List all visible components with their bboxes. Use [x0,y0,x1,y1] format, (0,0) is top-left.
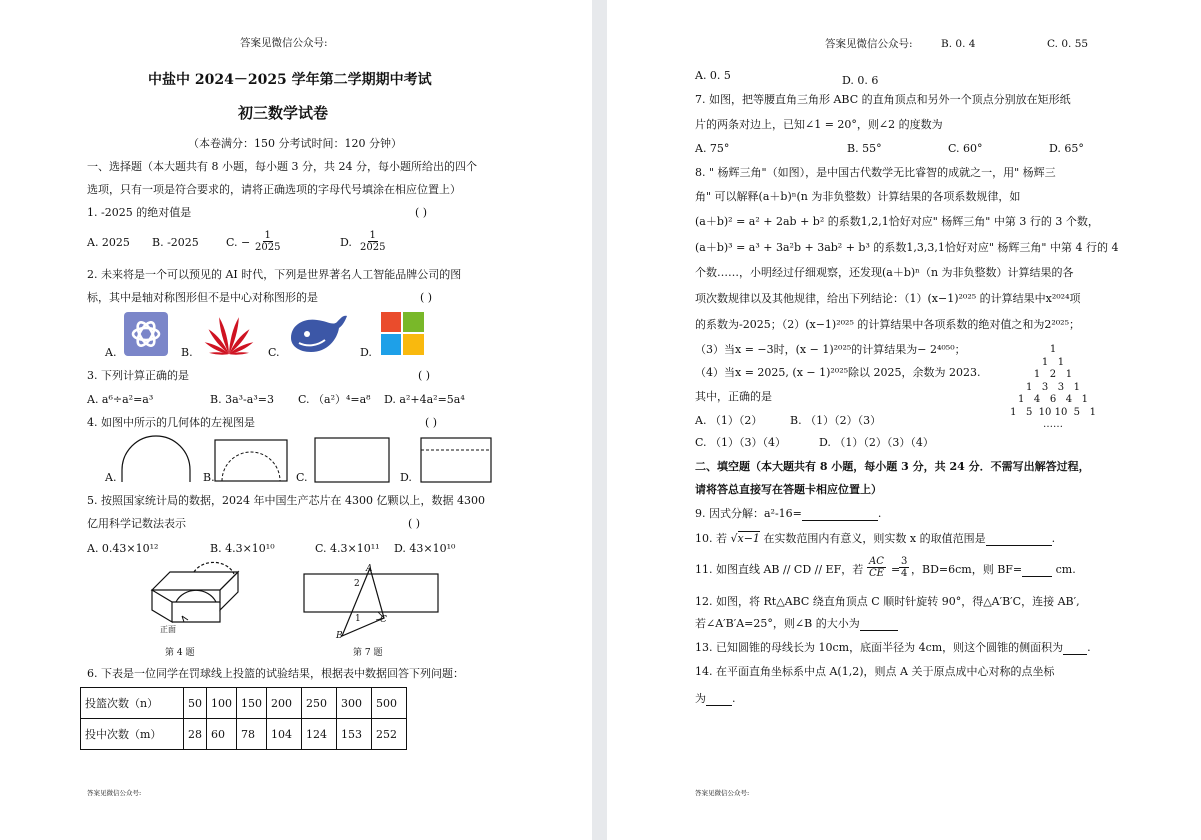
triangle-row: 1 2 1 [1033,369,1073,380]
q10-radicand: x−1 [737,532,760,545]
q7-label-angle1: 1 [355,614,361,624]
footer-note: 答案见微信公众号: [695,789,750,797]
q8-option-b: B. （1）（2）（3） [790,414,882,427]
q9-stem [695,507,881,521]
section2-line2: 请将答总直接写在答题卡相应位置上） [695,483,882,496]
q3-option-c: C. （a²）⁴=a⁸ [298,393,371,406]
deepseek-whale-logo-icon [287,312,349,356]
section2-line1: 二、填空题（本大题共有 8 小题，每小题 3 分，共 24 分．不需写出解答过程， [695,460,1090,473]
table-cell: 252 [372,719,407,750]
q1-d-denominator: 2025 [360,242,386,253]
q5-stem-line2: 亿用科学记数法表示 [87,517,186,530]
q4-option-c: C. [296,471,308,484]
q6-data-table [80,687,407,750]
q9-text: 9. 因式分解：a²-16= [695,507,802,520]
q11-num2: 3 [901,556,908,567]
q1-c-denominator: 2025 [255,242,281,253]
q5-stem-line1: 5. 按照国家统计局的数据，2024 年中国生产芯片在 4300 亿颗以上，数据 4300 [87,494,485,507]
q2-stem-line2: 标，其中是轴对称图形但不是中心对称图形的是 [87,291,318,304]
section1-line1: 一、选择题（本大题共有 8 小题，每小题 3 分，共 24 分，每小题所给出的四个 [87,160,477,173]
q8-line5: 个数……，小明经过仔细观察，还发现(a＋b)ⁿ（n 为非负整数）计算结果的各 [695,266,1074,279]
table-cell: 78 [237,719,267,750]
q1-option-c: C. − [226,236,251,249]
q4-view-c [313,436,391,484]
q9-end: . [877,507,882,520]
section1-line2: 选项，只有一项是符合要求的，请将正确选项的字母代号填涂在相应位置上） [87,183,461,196]
q7-stem-line2: 片的两条对边上，已知∠1 = 20°，则∠2 的度数为 [695,118,943,131]
table-row [81,688,407,719]
q7-option-a: A. 75° [695,142,730,155]
q4-figure-caption: 第 4 题 [165,648,195,658]
q11-den1: CE [869,568,884,579]
q8-option-a: A. （1）（2） [695,414,763,427]
triangle-row: 1 5 10 10 5 1 [1010,406,1096,418]
q10-stem [695,532,1055,546]
q5-answer-paren: ( ) [408,517,421,530]
q4-view-a [118,434,198,484]
q4-front-label: 正面 [160,625,176,634]
q14-line2 [695,692,736,706]
header-note: 答案见微信公众号: [240,37,328,49]
q11-fraction-left [867,556,886,579]
triangle-row: …… [1043,419,1063,430]
q7-rectangle-figure [300,566,442,642]
table-cell: 153 [337,719,372,750]
q6-option-d: D. 0. 6 [842,74,879,87]
q11-post-text: ，BD=6cm，则 BF= [911,563,1023,576]
q6-option-b: B. 0. 4 [941,38,976,50]
footer-note: 答案见微信公众号: [87,789,142,797]
triangle-row: 1 [1049,344,1057,355]
q6-option-c: C. 0. 55 [1047,38,1089,50]
q12-line2 [695,617,898,631]
q1-option-d: D. [340,236,352,249]
q2-answer-paren: ( ) [420,291,433,304]
table-cell: 150 [237,688,267,719]
table-cell: 50 [184,688,207,719]
q8-line3: (a＋b)² = a² + 2ab + b² 的系数1,2,1恰好对应" 杨辉三角" 中第 3 行的 3 个数， [695,215,1099,228]
table-cell: 200 [267,688,302,719]
q4-answer-paren: ( ) [425,416,438,429]
q11-equals: = [891,563,901,576]
triangle-row: 1 3 3 1 [1025,381,1081,393]
exam-page-right [607,0,1201,840]
q7-label-a: A [366,564,373,574]
q3-option-a: A. a⁶÷a²=a³ [87,393,154,406]
q4-option-d: D. [400,471,412,484]
q11-pre: 11. 如图直线 AB // CD // EF，若 [695,563,864,576]
q7-figure-caption: 第 7 题 [353,648,383,658]
table-cell: 124 [302,719,337,750]
q7-label-b: B [336,631,343,641]
q12-line2-text: 若∠A′B′A=25°，则∠B 的大小为 [695,617,860,630]
q2-option-b: B. [181,346,193,359]
q1-option-b: B. -2025 [152,236,199,249]
q10-post: 在实数范围内有意义，则实数 x 的取值范围是 [763,532,986,545]
q13-answer-blank[interactable] [1063,643,1087,655]
q8-option-d: D. （1）（2）（3）（4） [819,436,934,449]
q9-answer-blank[interactable] [802,509,878,521]
q11-fraction-right [899,556,909,579]
q1-d-fraction [358,230,387,253]
q5-option-d: D. 43×10¹⁰ [394,542,456,555]
triangle-row: 1 4 6 4 1 [1018,394,1088,405]
table-cell: 250 [302,688,337,719]
microsoft-logo-icon [381,312,424,355]
q7-option-b: B. 55° [847,142,882,155]
q1-option-a: A. 2025 [87,236,130,249]
q3-option-d: D. a²+4a²=5a⁴ [384,393,465,406]
q13-stem [695,641,1091,655]
q8-option-c: C. （1）（3）（4） [695,436,787,449]
q8-line1: 8. " 杨辉三角"（如图），是中国古代数学无比睿智的成就之一，用" 杨辉三 [695,166,1056,179]
q3-stem: 3. 下列计算正确的是 [87,369,189,382]
q10-answer-blank[interactable] [986,534,1052,546]
q11-end: cm. [1055,563,1076,576]
q4-view-d [419,436,493,484]
q8-line6: 项次数规律以及其他规律，给出下列结论：（1）(x−1)²⁰²⁵ 的计算结果中x²⁰²⁴项 [695,292,1081,305]
q13-text: 13. 已知圆锥的母线长为 10cm，底面半径为 4cm，则这个圆锥的侧面积为 [695,641,1064,654]
q7-stem-line1: 7. 如图，把等腰直角三角形 ABC 的直角顶点和另外一个顶点分别放在矩形纸 [695,93,1071,106]
q14-line1: 14. 在平面直角坐标系中点 A(1,2)，则点 A 关于原点成中心对称的点坐标 [695,665,1055,678]
q1-d-numerator: 1 [369,230,376,241]
q5-option-b: B. 4.3×10¹⁰ [210,542,275,555]
exam-subtitle: 初三数学试卷 [238,104,329,122]
q1-answer-paren: ( ) [415,206,428,219]
q11-num1: AC [869,556,884,567]
triangle-row: 1 1 [1041,356,1065,368]
q2-stem-line1: 2. 未来将是一个可以预见的 AI 时代，下列是世界著名人工智能品牌公司的图 [87,268,462,281]
q4-option-a: A. [105,471,117,484]
q8-line8: （3）当x = −3时，(x − 1)²⁰²⁵的计算结果为− 2⁴⁰⁵⁰； [695,343,966,356]
table-cell: 500 [372,688,407,719]
q10-end: . [1051,532,1056,545]
q4-stem: 4. 如图中所示的几何体的左视图是 [87,416,255,429]
q14-end: . [732,692,736,705]
yanghui-triangle [1003,344,1103,432]
openai-logo-icon [124,312,168,356]
table-cell: 104 [267,719,302,750]
q10-pre: 10. 若 [695,532,727,545]
q4-view-b [212,438,290,483]
q8-line7: 的系数为-2025；（2）(x−1)²⁰²⁵ 的计算结果中各项系数的绝对值之和为2²⁰²⁵； [695,318,1080,331]
q2-option-c: C. [268,346,280,359]
table-cell: 投篮次数（n） [81,688,184,719]
q1-c-fraction [253,230,282,253]
q8-line10: 其中，正确的是 [695,390,772,403]
q4-option-b: B. [203,471,215,484]
q14-answer-blank[interactable] [706,694,732,706]
q4-solid-figure [148,560,240,626]
q8-line2: 角" 可以解释(a＋b)ⁿ(n 为非负整数）计算结果的各项系数规律，如 [695,190,1021,203]
q1-c-numerator: 1 [264,230,271,241]
table-cell: 投中次数（m） [81,719,184,750]
q11-den2: 4 [901,568,908,579]
q14-line2-text: 为 [695,692,706,705]
exam-page-left [0,0,592,840]
header-note: 答案见微信公众号: [825,38,913,50]
exam-info: （本卷满分：150 分考试时间：120 分钟） [188,137,402,150]
huawei-logo-icon [200,314,258,356]
q1-stem: 1. -2025 的绝对值是 [87,206,192,219]
q7-label-angle2: 2 [354,579,360,589]
table-cell: 300 [337,688,372,719]
q3-answer-paren: ( ) [418,369,431,382]
q6-option-a: A. 0. 5 [695,69,731,82]
q12-answer-blank[interactable] [860,619,898,631]
table-cell: 60 [207,719,237,750]
table-cell: 100 [207,688,237,719]
q12-line1: 12. 如图，将 Rt△ABC 绕直角顶点 C 顺时针旋转 90°，得△A′B′C，连接 AB′, [695,595,1080,608]
q7-option-c: C. 60° [948,142,983,155]
q2-option-d: D. [360,346,372,359]
q8-line9: （4）当x = 2025, (x − 1)²⁰²⁵除以 2025，余数为 2023. [695,366,981,379]
q11-post [911,563,1076,577]
q6-stem: 6. 下表是一位同学在罚球线上投篮的试验结果，根据表中数据回答下列问题： [87,667,464,680]
table-row [81,719,407,750]
q7-label-c: C [380,615,387,625]
q5-option-c: C. 4.3×10¹¹ [315,542,380,555]
q5-option-a: A. 0.43×10¹² [87,542,159,555]
q3-option-b: B. 3a³-a³=3 [210,393,274,406]
q11-answer-blank[interactable] [1022,565,1052,577]
q8-line4: (a＋b)³ = a³ + 3a²b + 3ab² + b³ 的系数1,3,3,1恰好对应" 杨辉三角" 中第 4 行的 4 [695,241,1119,254]
q13-end: . [1087,641,1091,654]
q7-option-d: D. 65° [1049,142,1084,155]
q2-option-a: A. [105,346,117,359]
sqrt-icon: √ [730,532,738,545]
table-cell: 28 [184,719,207,750]
exam-title: 中盐中 2024－2025 学年第二学期期中考试 [148,72,432,88]
